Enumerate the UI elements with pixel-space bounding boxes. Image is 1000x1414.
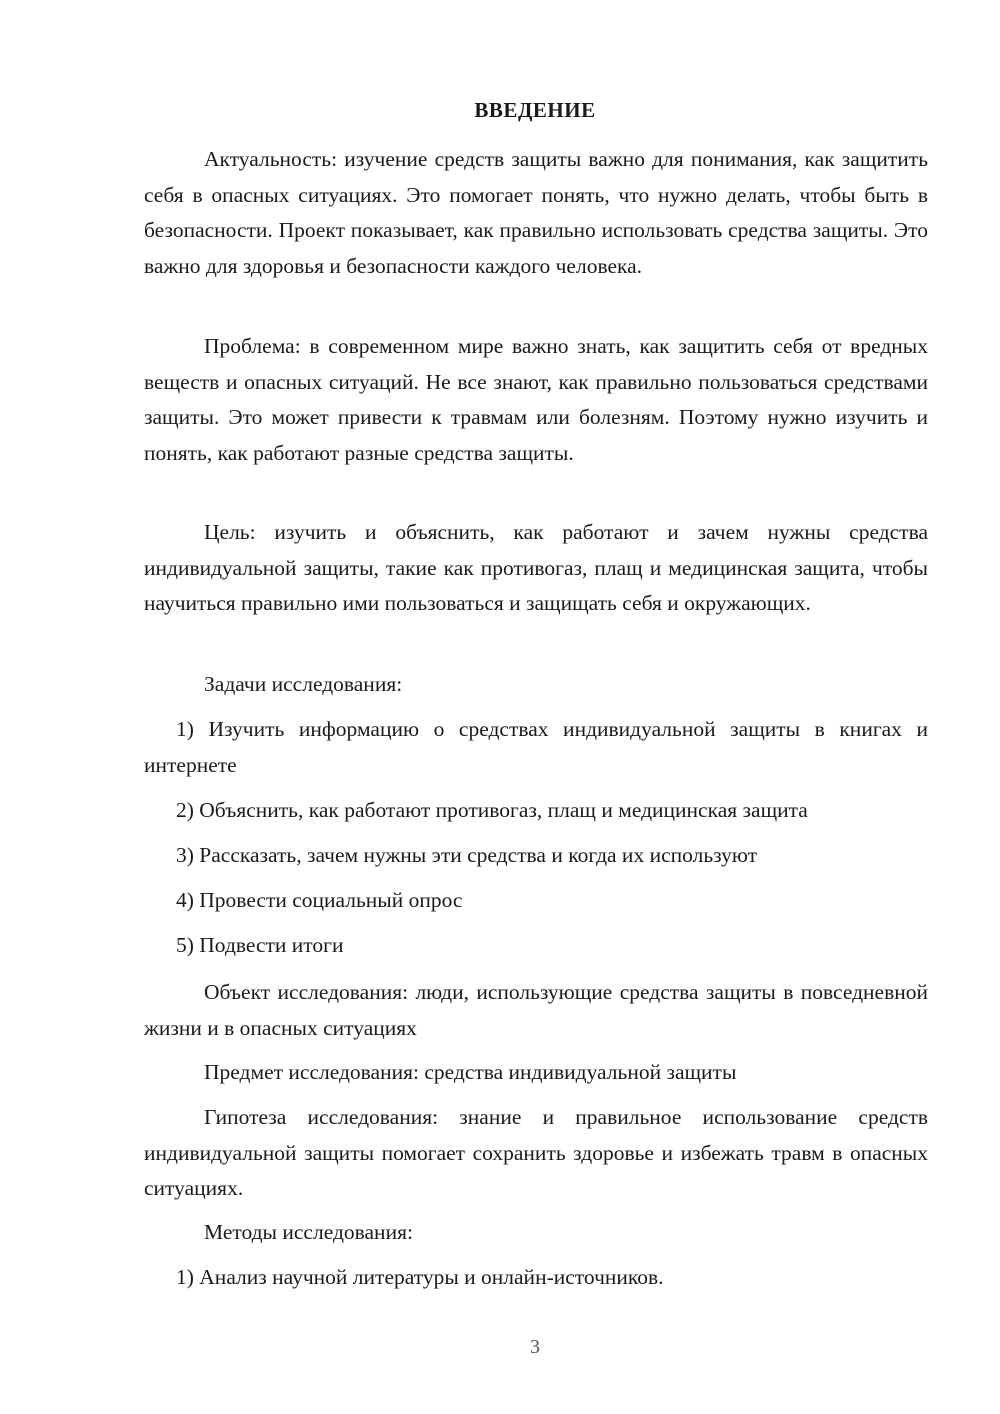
methods-title: Методы исследования: — [204, 1220, 413, 1244]
subject-paragraph: Предмет исследования: средства индивидуальной защиты — [204, 1060, 737, 1084]
task-item: 1) Изучить информацию о средствах индивидуальной защиты в книгах и интернете — [144, 717, 928, 777]
problem-paragraph: Проблема: в современном мире важно знать, как защитить себя от вредных веществ и опасных ситуаций. Не все знают, как правильно пользоваться средствами защиты. Это может привести к травмам или болезням. Поэтому нужно изучить и понять, как работают разные средства защиты. — [144, 334, 928, 465]
section-heading: ВВЕДЕНИЕ — [474, 98, 596, 122]
task-item: 2) Объяснить, как работают противогаз, плащ и медицинская защита — [176, 798, 808, 822]
relevance-paragraph: Актуальность: изучение средств защиты важно для понимания, как защитить себя в опасных ситуациях. Это помогает понять, что нужно делать, чтобы быть в безопасности. Проект показывает, как правильно использовать средства защиты. Это важно для здоровья и безопасности каждого человека. — [144, 147, 928, 278]
method-item: 1) Анализ научной литературы и онлайн-источников. — [176, 1265, 664, 1289]
page-number: 3 — [530, 1336, 540, 1358]
tasks-title: Задачи исследования: — [204, 672, 403, 696]
task-item: 4) Провести социальный опрос — [176, 888, 463, 912]
object-paragraph: Объект исследования: люди, использующие средства защиты в повседневной жизни и в опасных ситуациях — [144, 980, 928, 1040]
task-item: 3) Рассказать, зачем нужны эти средства и когда их используют — [176, 843, 758, 867]
hypothesis-paragraph: Гипотеза исследования: знание и правильное использование средств индивидуальной защиты помогает сохранить здоровье и избежать травм в опасных ситуациях. — [144, 1105, 928, 1200]
goal-paragraph: Цель: изучить и объяснить, как работают и зачем нужны средства индивидуальной защиты, такие как противогаз, плащ и медицинская защита, чтобы научиться правильно ими пользоваться и защищать себя и окружающих. — [144, 520, 928, 615]
task-item: 5) Подвести итоги — [176, 933, 344, 957]
